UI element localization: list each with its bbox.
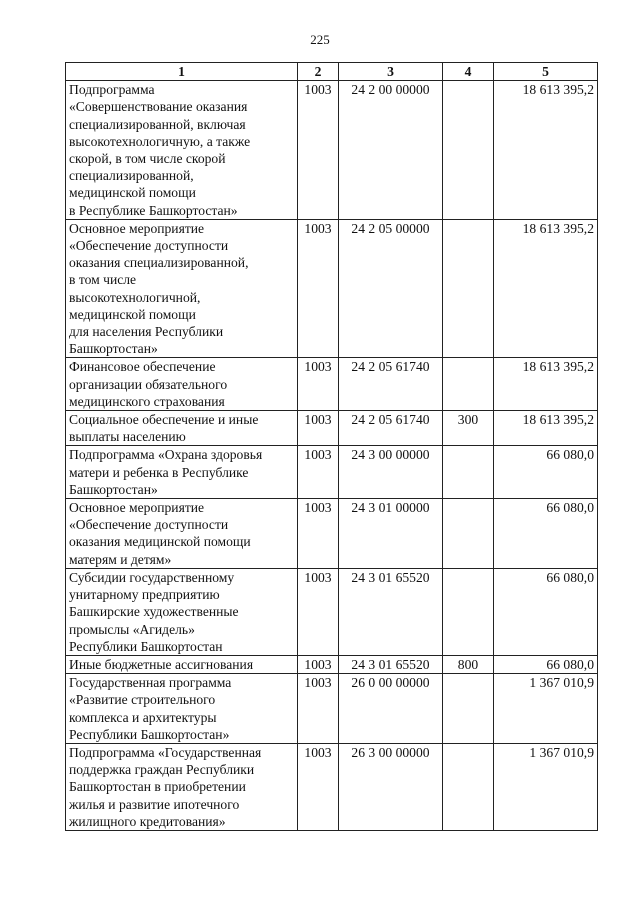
row-name: Финансовое обеспечение организации обязательного медицинского страхования [66,358,298,411]
row-section-code: 1003 [298,499,339,569]
row-section-code: 1003 [298,219,339,358]
row-expense-code [443,499,494,569]
table-row [66,568,598,655]
row-name: Подпрограмма «Охрана здоровья матери и ребенка в Республике Башкортостан» [66,446,298,499]
row-target-code: 26 3 00 00000 [339,743,443,830]
row-name: Основное мероприятие «Обеспечение доступности оказания специализированной, в том числе высокотехнологичной, медицинской помощи для населения Республики Башкортостан» [66,219,298,358]
row-name: Основное мероприятие «Обеспечение доступности оказания медицинской помощи матерям и детям» [66,499,298,569]
row-amount: 18 613 395,2 [494,81,598,220]
row-expense-code [443,743,494,830]
table-row [66,446,598,499]
table-row [66,499,598,569]
row-amount: 66 080,0 [494,446,598,499]
table-row [66,743,598,830]
row-section-code: 1003 [298,411,339,446]
row-section-code: 1003 [298,674,339,744]
row-amount: 66 080,0 [494,655,598,673]
row-section-code: 1003 [298,446,339,499]
table-row [66,674,598,744]
row-expense-code [443,568,494,655]
row-section-code: 1003 [298,743,339,830]
row-target-code: 26 0 00 00000 [339,674,443,744]
row-amount: 66 080,0 [494,568,598,655]
table-row [66,358,598,411]
row-amount: 66 080,0 [494,499,598,569]
row-expense-code [443,446,494,499]
row-section-code: 1003 [298,568,339,655]
table-row [66,81,598,220]
row-name: Иные бюджетные ассигнования [66,655,298,673]
row-section-code: 1003 [298,358,339,411]
row-target-code: 24 2 05 61740 [339,411,443,446]
row-target-code: 24 3 00 00000 [339,446,443,499]
header-name-column: 1 [66,63,298,81]
budget-table [65,62,598,831]
row-expense-code: 800 [443,655,494,673]
row-expense-code [443,674,494,744]
row-expense-code [443,358,494,411]
row-target-code: 24 2 05 00000 [339,219,443,358]
row-name: Государственная программа «Развитие строительного комплекса и архитектуры Республики Башкортостан» [66,674,298,744]
row-section-code: 1003 [298,655,339,673]
row-expense-code [443,81,494,220]
row-expense-code: 300 [443,411,494,446]
header-target-column: 3 [339,63,443,81]
table-row [66,411,598,446]
table-row [66,219,598,358]
row-expense-code [443,219,494,358]
row-amount: 18 613 395,2 [494,358,598,411]
row-target-code: 24 2 05 61740 [339,358,443,411]
header-section-column: 2 [298,63,339,81]
row-amount: 18 613 395,2 [494,219,598,358]
row-name: Подпрограмма «Государственная поддержка граждан Республики Башкортостан в приобретении жилья и развитие ипотечного жилищного кредитования» [66,743,298,830]
row-target-code: 24 2 00 00000 [339,81,443,220]
row-target-code: 24 3 01 65520 [339,655,443,673]
row-section-code: 1003 [298,81,339,220]
row-name: Социальное обеспечение и иные выплаты населению [66,411,298,446]
header-amount-column: 5 [494,63,598,81]
row-target-code: 24 3 01 00000 [339,499,443,569]
header-row [66,63,598,81]
row-target-code: 24 3 01 65520 [339,568,443,655]
header-expense-column: 4 [443,63,494,81]
row-amount: 1 367 010,9 [494,743,598,830]
row-amount: 1 367 010,9 [494,674,598,744]
page-number: 225 [310,32,330,47]
table-row [66,655,598,673]
row-name: Субсидии государственному унитарному предприятию Башкирские художественные промыслы «Агидель» Республики Башкортостан [66,568,298,655]
row-amount: 18 613 395,2 [494,411,598,446]
row-name: Подпрограмма «Совершенствование оказания специализированной, включая высокотехнологичную, а также скорой, в том числе скорой специализированной, медицинской помощи в Республике Башкортостан» [66,81,298,220]
